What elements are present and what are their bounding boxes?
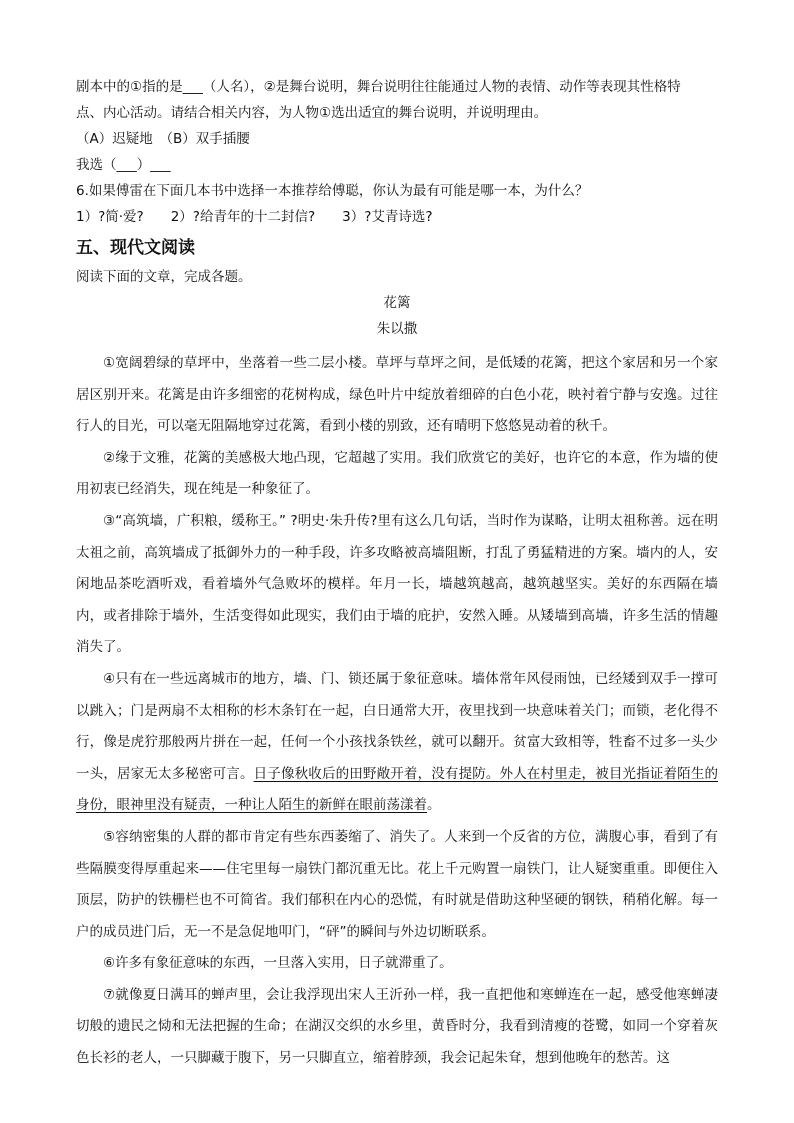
article-paragraph-7: ⑦就像夏日满耳的蝉声里，会让我浮现出宋人王沂孙一样，我一直把他和寒蝉连在一起，感受他寒蝉凄切般的遗民之恸和无法把握的生命；在湖汉交织的水乡里，黄昏时分，我看到清瘦的苍鹭，如同一个穿着灰色长衫的老人，一只脚藏于腹下，另一只脚直立，缩着脖颈，我会记起朱耷，想到他晚年的愁苦。这 — [76, 986, 718, 1067]
article-paragraph-4 — [76, 664, 718, 822]
article-paragraph-1: ①宽阔碧绿的草坪中，坐落着一些二层小楼。草坪与草坪之间，是低矮的花篱，把这个家居和另一个家居区别开来。花篱是由许多细密的花树构成，绿色叶片中绽放着细碎的白色小花，映衬着宁静与安逸。过往行人的目光，可以毫无阻隔地穿过花篱，看到小楼的别致，还有晴明下悠悠晃动着的秋千。 — [76, 355, 718, 435]
article-paragraph-5: ⑤容纳密集的人群的都市肯定有些东西萎缩了、消失了。人来到一个反省的方位，满腹心事，看到了有些隔膜变得厚重起来——住宅里每一扇铁门都沉重无比。花上千元购置一扇铁门，让人疑窦重重。即便住入顶层，防护的铁栅栏也不可简省。我们郁积在内心的恐慌，有时就是借助这种坚硬的钢铁，稍稍化解。每一户的成员进门后，无一不是急促地叩门，“砰”的瞬间与外边切断联系。 — [76, 828, 718, 940]
underlined-sentence: 日子像秋收后的田野敞开着，没有提防。外人在村里走，被目光指证着陌生的身份，眼神里没有疑责，一种让人陌生的新鲜在眼前荡漾着 — [76, 765, 719, 814]
question-5-options: （A）迟疑地 （B）双手插腰 — [76, 131, 250, 147]
article-paragraph-6: ⑥许多有象征意味的东西，一旦落入实用，日子就滞重了。 — [103, 955, 453, 972]
question-5-text-line-1: 剧本中的①指的是___（人名），②是舞台说明，舞台说明往往能通过人物的表情、动作等表现其性格特 — [76, 79, 681, 95]
question-6-text: 6.如果傅雷在下面几本书中选择一本推荐给傅聪，你认为最有可能是哪一本，为什么？ — [76, 183, 589, 199]
reading-instruction: 阅读下面的文章，完成各题。 — [76, 269, 252, 285]
paragraph-4-end: 。 — [427, 797, 441, 814]
document-page — [76, 74, 718, 1075]
article-paragraph-3: ③“高筑墙，广积粮，缓称王。” ?明史·朱升传?里有这么几句话，当时作为谋略，让明太祖称善。远在明太祖之前，高筑墙成了抵御外力的一种手段，许多攻略被高墙阻断，打乱了勇猛精进的方案。墙内的人，安闲地品茶吃酒听戏，看着墙外气急败坏的模样。年月一长，墙越筑越高，越筑越坚实。美好的东西隔在墙内，或者排除于墙外，生活变得如此现实，我们由于墙的庇护，安然入睡。从矮墙到高墙，许多生活的情趣消失了。 — [76, 512, 718, 656]
question-6-options: 1）?简·爱? 2）?给青年的十二封信? 3）?艾青诗选? — [76, 209, 433, 225]
article-author: 朱以撒 — [376, 321, 418, 337]
paragraph-4-text: ④只有在一些远离城市的地方，墙、门、锁还属于象征意味。墙体常年风侵雨蚀，已经矮到双手一撑可以跳入；门是两扇不太相称的杉木条钉在一起，白日通常大开，夜里找到一块意味着关门；而锁，老化得不行，像是虎狞那般两片拼在一起，任何一个小孩找条铁丝，就可以翻开。贫富大致相等，牲畜不过多一头少一头，居家无太多秘密可言。 — [76, 670, 718, 782]
question-5-text-line-2: 点、内心活动。请结合相关内容，为人物①选出适宜的舞台说明，并说明理由。 — [76, 105, 548, 121]
article-paragraph-2: ②缘于文雅，花篱的美感极大地凸现，它超越了实用。我们欣赏它的美好，也许它的本意，作为墙的使用初衷已经消失，现在纯是一种象征了。 — [76, 449, 718, 498]
section-heading: 五、现代文阅读 — [76, 238, 195, 258]
question-5-answer-line: 我选（___）___ — [76, 157, 171, 173]
article-title: 花篱 — [383, 295, 411, 311]
